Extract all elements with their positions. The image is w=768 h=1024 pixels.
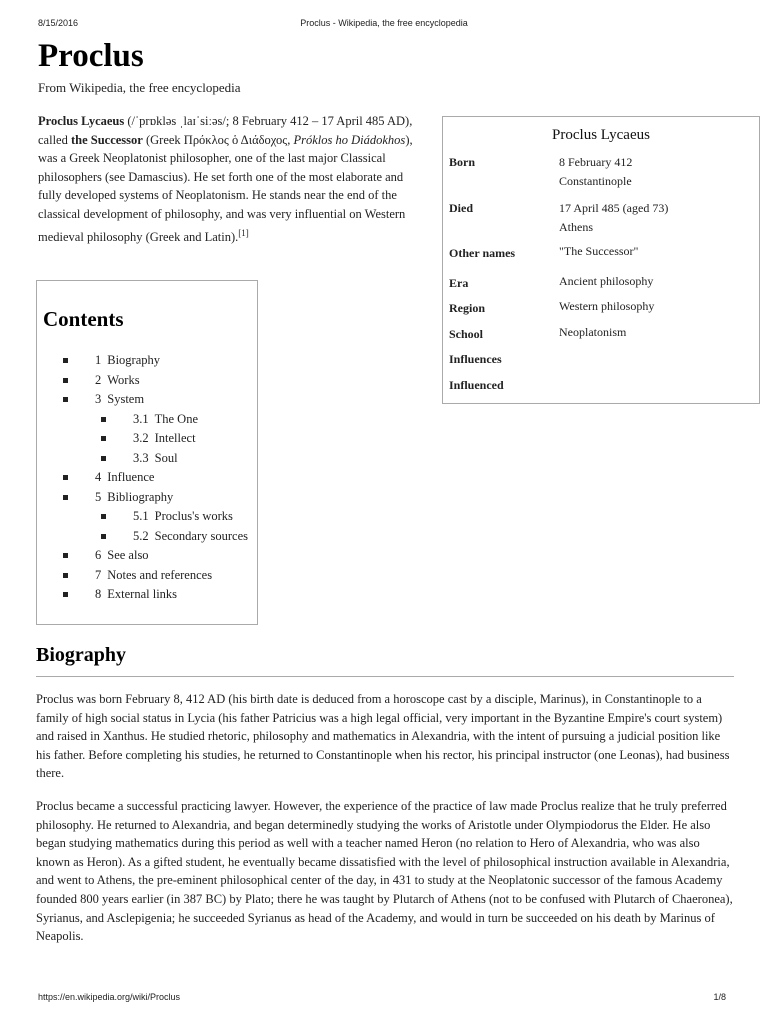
toc-subitem[interactable] [63, 410, 248, 430]
toc-subitem[interactable] [63, 449, 248, 469]
infobox-value [559, 199, 755, 237]
toc-item-label: Notes and references [107, 567, 213, 582]
toc-item-number: 3.3 [133, 450, 149, 465]
biography-paragraph-2: Proclus became a successful practicing lawyer. However, the experience of the practice of law made Proclus realize that he truly preferred philosophy. He returned to Alexandria, and began determinedly studying the works of Aristotle under Olympiodorus the Elder. He also began studying mathematics during this period as well with a teacher named Heron (no relation to Hero of Alexandria, who was also known as Heron). As a gifted student, he eventually became dissatisfied with the level of philosophical instruction available in Alexandria, and went to Athens, the pre-eminent philosophical center of the day, in 431 to study at the Neoplatonic successor of the famous Academy founded 800 years earlier (in 387 BC) by Plato; there he was taught by Plutarch of Athens (not to be confused with Plutarch of Chaeronea), Syrianus, and Asclepigenia; he succeeded Syrianus as head of the Academy, and would in turn be succeeded on his death by Marinus of Neapolis. [36, 799, 733, 944]
intro-epithet: the Successor [70, 132, 143, 147]
infobox-label: Died [449, 201, 473, 215]
infobox-value[interactable]: Western philosophy [559, 299, 655, 313]
toc-item[interactable] [63, 390, 248, 410]
toc-item-number: 5 [95, 489, 102, 504]
infobox-value[interactable]: Ancient philosophy [559, 274, 654, 288]
toc-item-number: 4 [95, 470, 102, 484]
toc-item-number: 3.1 [133, 411, 149, 426]
toc-item-label: Intellect [154, 431, 196, 445]
toc-subitem[interactable] [63, 507, 248, 527]
intro-transliteration: Próklos ho Diádokhos [293, 132, 406, 147]
print-date: 8/15/2016 [38, 18, 79, 28]
toc-item-number: 7 [95, 567, 102, 582]
infobox [442, 116, 760, 404]
intro-greek: (Greek Πρόκλος ὁ Διάδοχος, [142, 132, 294, 147]
toc-subitem[interactable] [63, 429, 248, 449]
print-url: https://en.wikipedia.org/wiki/Proclus [38, 992, 181, 1002]
page-subtitle: From Wikipedia, the free encyclopedia [38, 80, 241, 95]
toc-item-label: Biography [107, 353, 161, 367]
infobox-label[interactable]: Influences [449, 352, 502, 366]
toc-item-label: Soul [154, 450, 178, 465]
toc-item-number: 5.1 [133, 509, 149, 523]
print-page-title: Proclus - Wikipedia, the free encyclopedia [300, 18, 468, 28]
infobox-label: Region [449, 301, 485, 315]
intro-paragraph [38, 112, 418, 246]
infobox-label[interactable]: Influenced [449, 378, 504, 392]
toc-item[interactable] [63, 351, 248, 371]
toc-item-label: Influence [107, 470, 155, 484]
intro-name: Proclus Lycaeus [38, 114, 125, 128]
toc-item-label: Bibliography [107, 489, 174, 504]
toc-item-label: External links [107, 587, 178, 601]
infobox-value [559, 153, 755, 191]
toc-item[interactable] [63, 566, 248, 586]
toc-item-label: Works [107, 372, 140, 387]
table-of-contents [36, 280, 258, 625]
infobox-label: School [449, 327, 484, 341]
infobox-title: Proclus Lycaeus [552, 127, 650, 143]
toc-item-label: Secondary sources [154, 528, 248, 543]
toc-item-label: See also [107, 548, 149, 562]
toc-item[interactable] [63, 585, 248, 605]
toc-subitem[interactable] [63, 527, 248, 547]
toc-item-number: 2 [95, 372, 102, 387]
section-divider [36, 676, 734, 677]
infobox-label: Born [449, 155, 476, 169]
toc-item-label: Proclus's works [154, 509, 233, 523]
born-place[interactable]: Constantinople [559, 174, 632, 188]
toc-item[interactable] [63, 371, 248, 391]
print-page-number: 1/8 [713, 992, 726, 1002]
page-title: Proclus [38, 38, 144, 74]
died-date: 17 April 485 (aged 73) [559, 201, 669, 215]
toc-item-number: 6 [95, 548, 102, 562]
toc-title: Contents [43, 307, 124, 331]
infobox-label: Other names [449, 246, 516, 260]
born-date: 8 February 412 [559, 155, 633, 169]
toc-item-number: 3 [95, 392, 102, 406]
toc-item-label: System [107, 392, 145, 406]
died-place[interactable]: Athens [559, 220, 593, 234]
section-heading-biography: Biography [36, 644, 127, 666]
toc-item-number: 8 [95, 587, 102, 601]
toc-item[interactable] [63, 546, 248, 566]
intro-pronunciation: (/ˈprɒkləs ˌlaɪˈsiːəs/; 8 February 412 – 17 April 485 AD), called [38, 114, 413, 147]
toc-list [63, 351, 248, 605]
biography-paragraph-1: Proclus was born February 8, 412 AD (his birth date is deduced from a horoscope cast by a disciple, Marinus), in Constantinople to a family of high social status in Lycia (his father Patricius was a high legal official, very important in the Byzantine Empire's court system) and raised in Xanthus. He studied rhetoric, philosophy and mathematics in Alexandria, with the intent of pursuing a judicial position like his father. Before completing his studies, he returned to Constantinople when his rector, his principal instructor (one Leonas), had business there. [36, 692, 730, 781]
toc-item-number: 5.2 [133, 528, 149, 543]
reference-link[interactable]: [1] [238, 227, 249, 238]
infobox-value: "The Successor" [559, 244, 639, 258]
intro-body: ), was a Greek Neoplatonist philosopher, one of the last major Classical philosophers (see Damascius). He set forth one of the most elaborate and fully developed systems of Neoplatonism. He stands near the end of the classical development of philosophy, and was very influential on Western medieval philosophy (Greek and Latin). [38, 132, 413, 244]
toc-item[interactable] [63, 488, 248, 508]
infobox-label: Era [449, 276, 469, 290]
infobox-value[interactable]: Neoplatonism [559, 325, 627, 339]
toc-item[interactable] [63, 468, 248, 488]
toc-item-number: 1 [95, 353, 102, 367]
toc-item-label: The One [154, 411, 199, 426]
toc-item-number: 3.2 [133, 431, 149, 445]
